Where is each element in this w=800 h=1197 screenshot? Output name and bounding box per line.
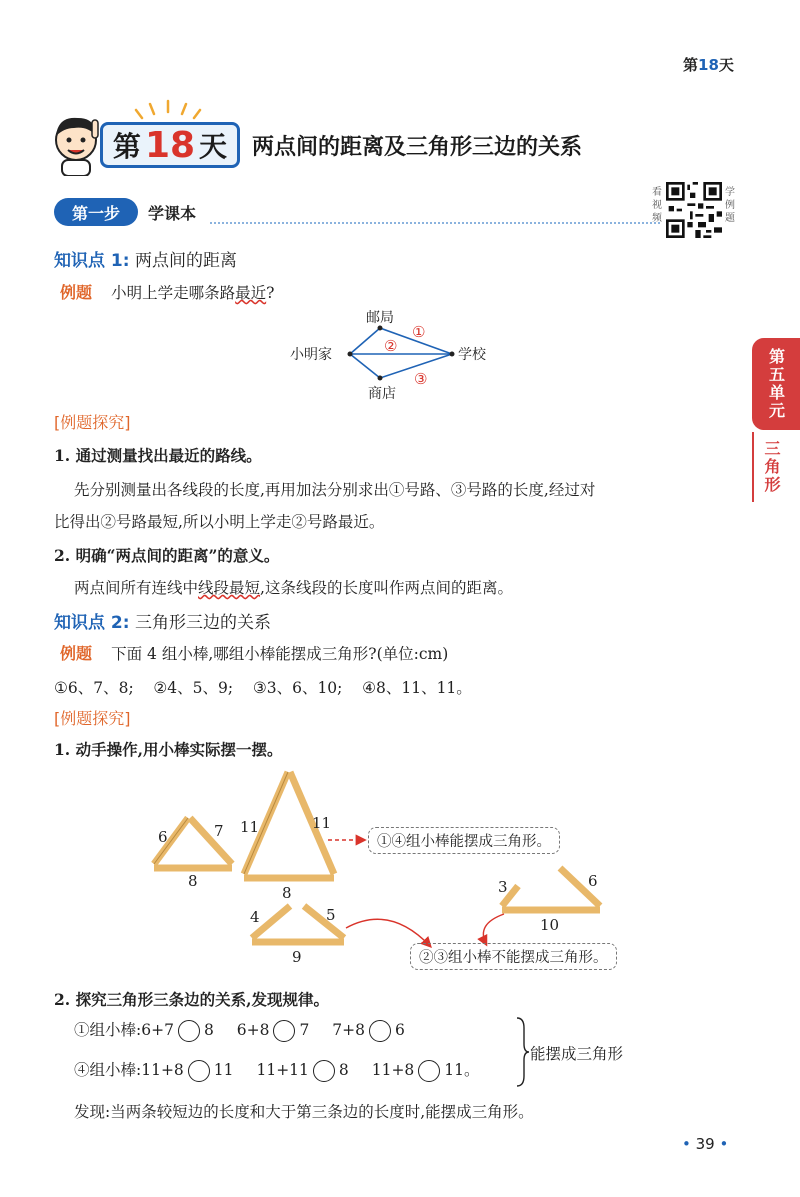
kp2-options: ①6、7、8; ②4、5、9; ③3、6、10; ④8、11、11。: [54, 679, 472, 697]
kp2-question: 下面 4 组小棒,哪组小棒能摆成三角形?(单位:cm): [111, 645, 449, 663]
row1-c1: 7+8: [332, 1021, 365, 1039]
kp1-step1-body-2: 比得出②号路最短,所以小明上学走②号路最近。: [54, 513, 385, 531]
kp1-explore-heading: [例题探究]: [54, 413, 131, 432]
day-title-box: [100, 122, 240, 168]
step-pill: 第一步: [54, 198, 138, 226]
kp1-step2-title: 2. 明确“两点间的距离”的意义。: [54, 546, 280, 565]
label-post: 邮局: [366, 310, 394, 326]
row1-b: 7: [299, 1021, 310, 1039]
label-t3-b: 5: [326, 906, 336, 924]
kp2-heading: [54, 608, 271, 633]
kp2-step2-title: 2. 探究三角形三条边的关系,发现规律。: [54, 990, 329, 1009]
label-t2-c: 8: [282, 884, 292, 902]
kp1-step1-body-1: 先分别测量出各线段的长度,再用加法分别求出①号路、③号路的长度,经过对: [74, 481, 596, 499]
label-t3-c: 9: [292, 948, 302, 966]
label-t1-b: 7: [214, 822, 224, 840]
kp2-example: [60, 641, 448, 664]
finding-text: 发现:当两条较短边的长度和大于第三条边的长度时,能摆成三角形。: [74, 1103, 534, 1121]
label-t3-a: 4: [250, 908, 260, 926]
route-2: ②: [384, 337, 398, 355]
boy-mascot-icon: [48, 110, 104, 176]
route-3: ③: [414, 370, 428, 388]
kp1-step2-highlight: 线段最短: [198, 579, 261, 597]
step-divider: [210, 222, 660, 224]
brace-icon: [514, 1016, 530, 1088]
row2-c: 11。: [444, 1061, 480, 1079]
title-prefix: 第: [112, 130, 141, 163]
page-title: 两点间的距离及三角形三边的关系: [252, 135, 583, 160]
label-t2-b: 11: [312, 814, 332, 832]
step-label: 学课本: [148, 204, 197, 223]
compare-circle[interactable]: [313, 1060, 335, 1082]
row2-b1: 11+11: [256, 1061, 309, 1079]
kp1-step1-title: 1. 通过测量找出最近的路线。: [54, 446, 262, 465]
page-number: [682, 1135, 728, 1153]
row2-b: 8: [338, 1061, 349, 1079]
compare-row-2: [74, 1058, 480, 1082]
compare-circle[interactable]: [418, 1060, 440, 1082]
kp2-explore-heading: [例题探究]: [54, 709, 131, 728]
compare-circle[interactable]: [188, 1060, 210, 1082]
row2-c1: 11+8: [371, 1061, 415, 1079]
example-tag: 例题: [60, 283, 93, 302]
row2-lead: ④组小棒:11+8: [74, 1061, 184, 1079]
kp1-step2-post: ,这条线段的长度叫作两点间的距离。: [260, 579, 513, 597]
kp2-label: 知识点 2:: [54, 613, 130, 633]
compare-circle[interactable]: [369, 1020, 391, 1042]
page-dot-right: •: [714, 1135, 729, 1153]
kp1-label: 知识点 1:: [54, 251, 130, 271]
rays-decoration: [130, 96, 210, 122]
row1-a: 8: [203, 1021, 214, 1039]
label-t4-c: 10: [540, 916, 560, 934]
result-box-no: ②③组小棒不能摆成三角形。: [410, 943, 617, 970]
title-suffix: 天: [199, 130, 228, 163]
label-t4-a: 3: [498, 878, 508, 896]
stick-t1-7: [190, 818, 232, 864]
qr-left-caption: 看视频: [652, 187, 662, 224]
row1-c: 6: [395, 1021, 405, 1039]
label-t2-a: 11: [240, 818, 260, 836]
day-corner-label: [683, 54, 734, 75]
side-topic: 三角形: [762, 440, 781, 494]
side-divider: [752, 432, 754, 502]
label-home: 小明家: [290, 347, 332, 363]
qr-code-icon[interactable]: [666, 182, 722, 238]
arrow-no-2: [483, 914, 504, 944]
kp1-step2-pre: 两点间所有连线中: [74, 579, 199, 597]
label-t1-c: 8: [188, 872, 198, 890]
row1-lead: ①组小棒:6+7: [74, 1021, 174, 1039]
label-t4-b: 6: [588, 872, 598, 890]
route-1: ①: [412, 323, 426, 341]
day-number: 18: [698, 56, 719, 74]
arrow-no-1: [346, 919, 430, 946]
row1-b1: 6+8: [236, 1021, 270, 1039]
kp1-question: 小明上学走哪条路: [111, 284, 236, 302]
kp1-question-end: ?: [266, 284, 275, 302]
label-shop: 商店: [368, 386, 396, 402]
side-unit-tab: 第五单元: [752, 338, 800, 430]
qr-right-caption: 学例题: [725, 187, 735, 224]
title-number: 18: [144, 124, 196, 166]
page-dot-left: •: [682, 1135, 696, 1153]
kp1-step2-body: [74, 576, 513, 598]
kp1-title: 两点间的距离: [134, 251, 237, 271]
label-t1-a: 6: [158, 828, 168, 846]
kp2-step1-title: 1. 动手操作,用小棒实际摆一摆。: [54, 740, 283, 759]
brace-label: 能摆成三角形: [530, 1045, 624, 1063]
result-box-yes: ①④组小棒能摆成三角形。: [368, 827, 560, 854]
compare-row-1: [74, 1018, 405, 1042]
example-tag: 例题: [60, 644, 93, 663]
label-school: 学校: [458, 347, 486, 363]
route-diagram: [280, 306, 520, 406]
compare-circle[interactable]: [178, 1020, 200, 1042]
stick-t3-5: [304, 906, 344, 938]
kp2-title: 三角形三边的关系: [134, 613, 271, 633]
kp1-question-highlight: 最近: [235, 284, 267, 302]
kp1-example: [60, 280, 274, 303]
row2-a: 11: [213, 1061, 234, 1079]
kp1-heading: [54, 246, 237, 271]
page-number-value: 39: [695, 1135, 715, 1153]
day-prefix: 第: [683, 56, 699, 74]
day-suffix: 天: [718, 56, 734, 74]
compare-circle[interactable]: [273, 1020, 295, 1042]
